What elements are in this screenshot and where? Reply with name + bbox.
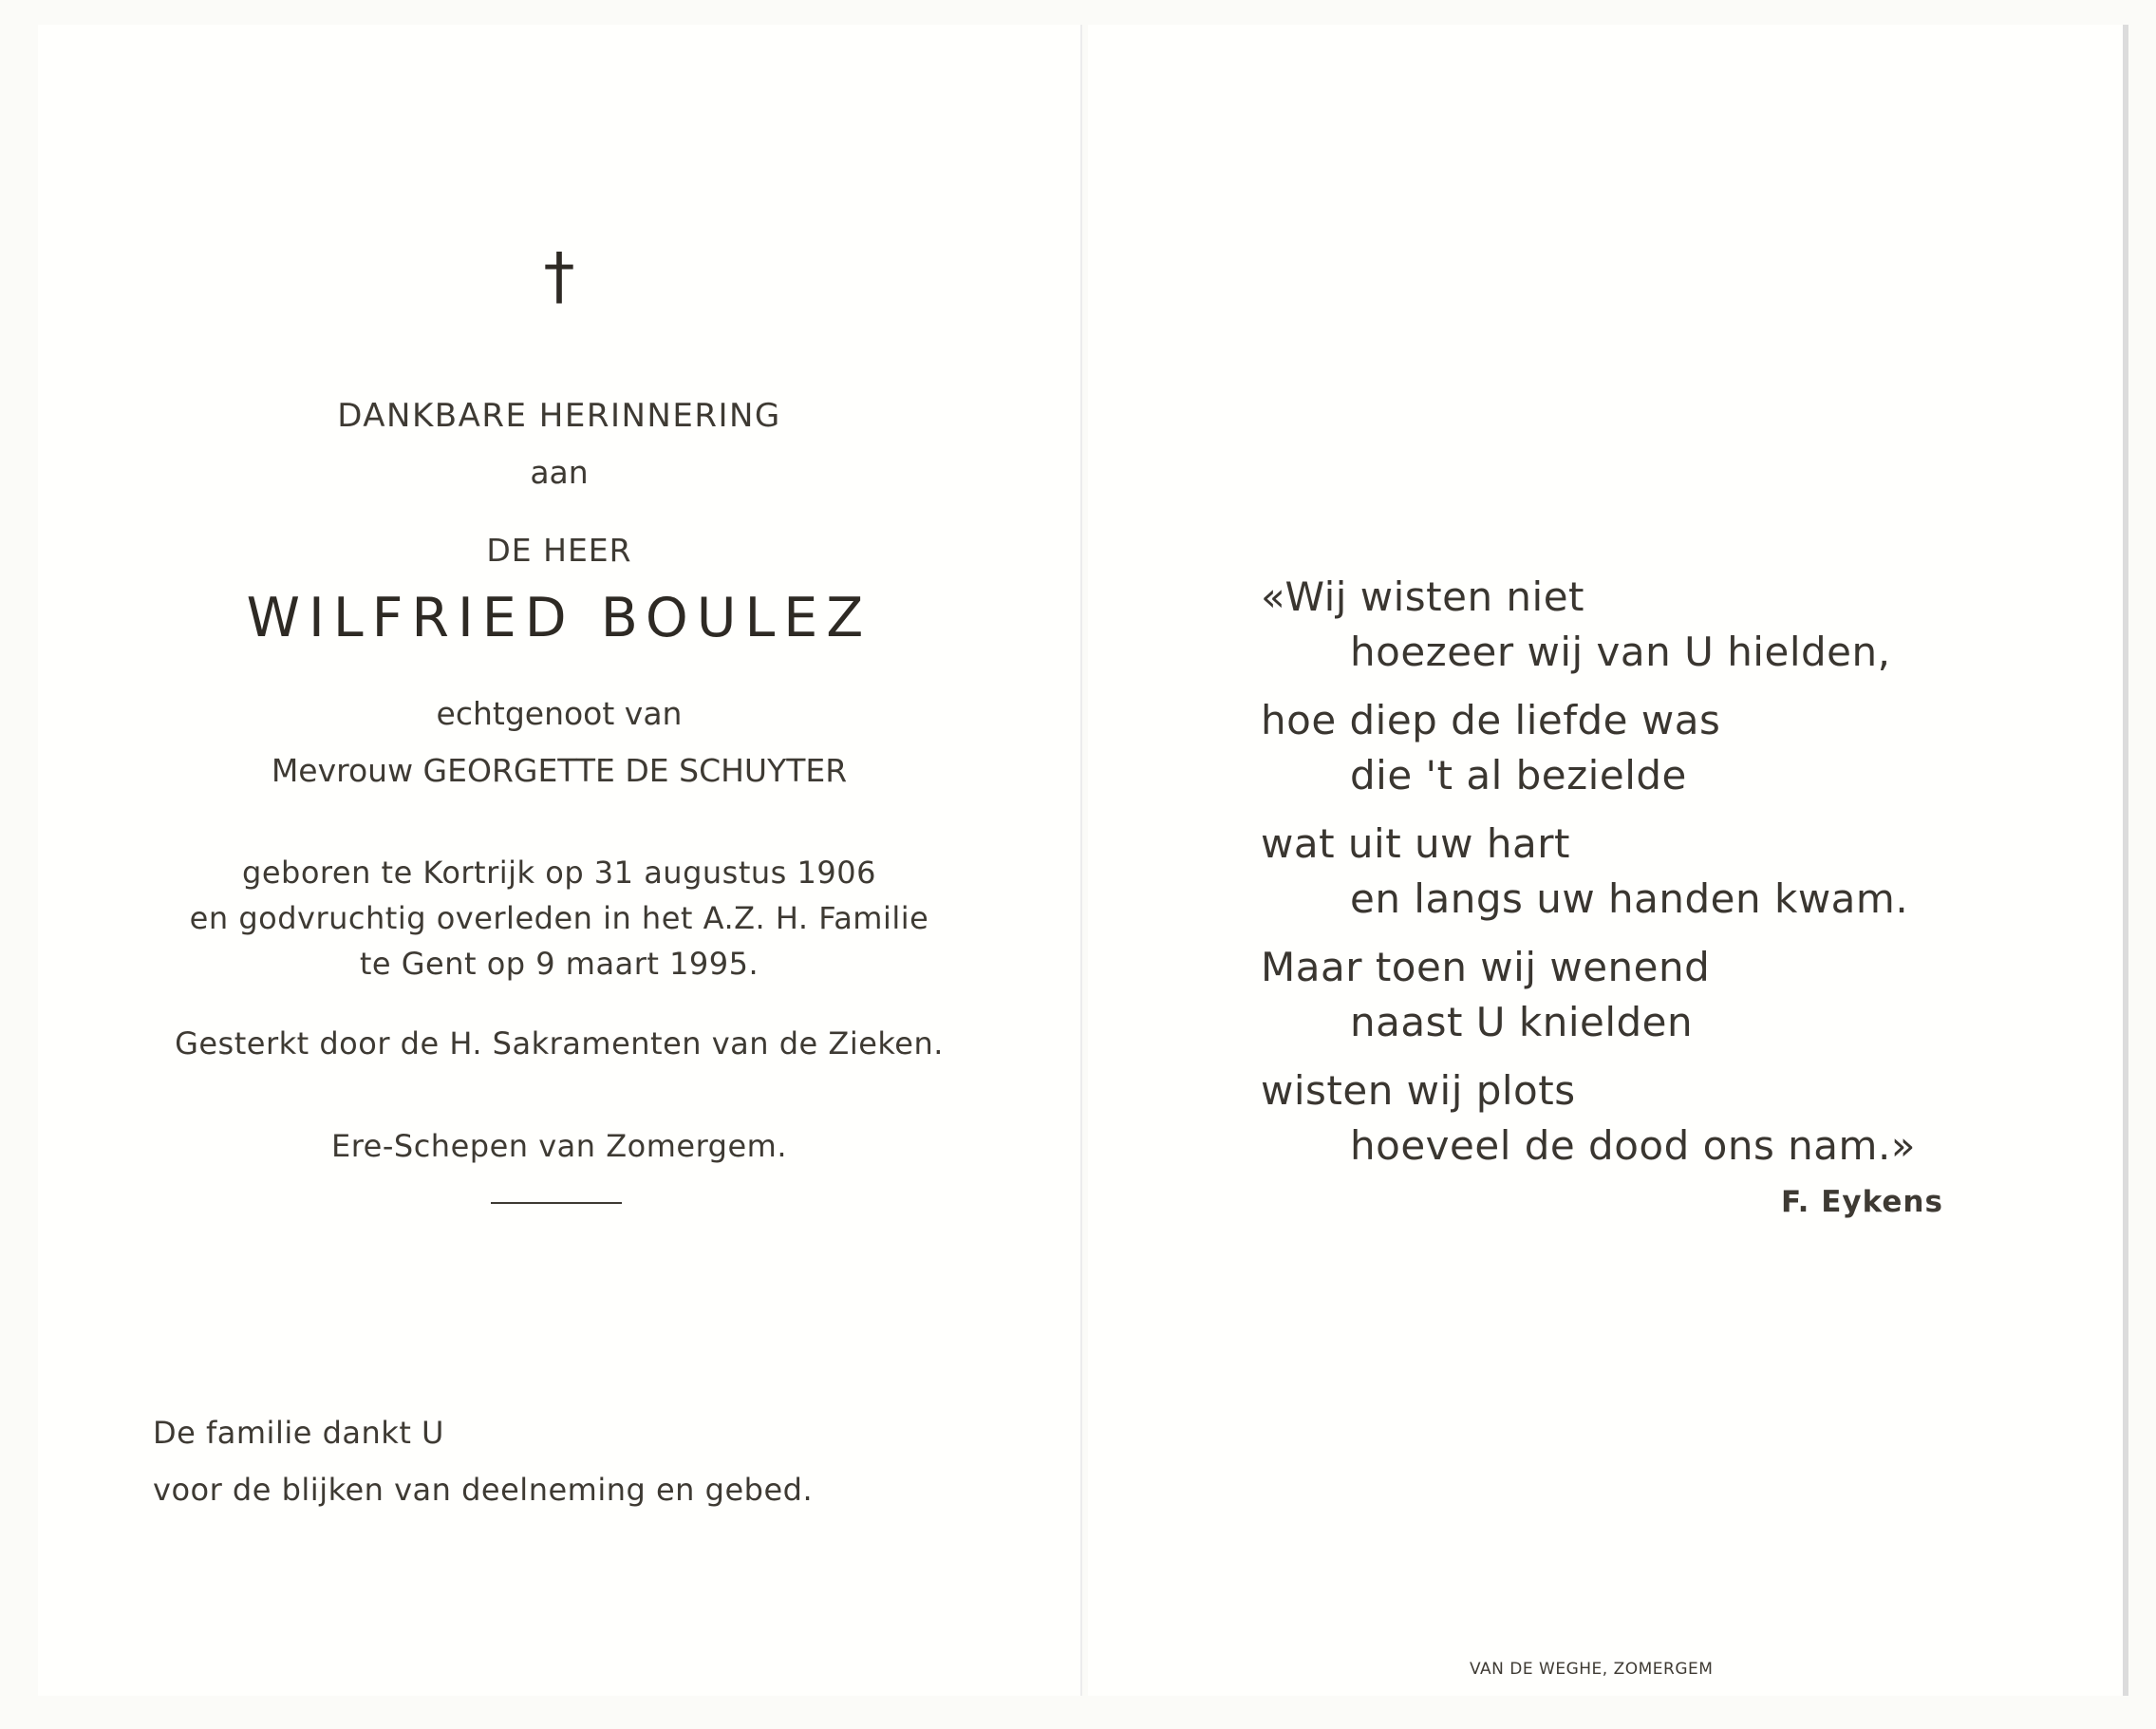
poem-line: naast U knielden xyxy=(1350,999,1694,1045)
thanks-line-2: voor de blijken van deelneming en gebed. xyxy=(153,1472,814,1508)
poem-line: die 't al bezielde xyxy=(1350,752,1687,799)
dedication-word: aan xyxy=(530,454,589,491)
death-place-line: te Gent op 9 maart 1995. xyxy=(359,946,759,982)
deceased-name: WILFRIED BOULEZ xyxy=(246,587,872,649)
poem-line: wisten wij plots xyxy=(1261,1067,1576,1114)
printer-imprint: VAN DE WEGHE, ZOMERGEM xyxy=(1470,1660,1714,1679)
death-line: en godvruchtig overleden in het A.Z. H. Familie xyxy=(189,900,929,936)
poem-line: wat uit uw hart xyxy=(1261,820,1570,867)
poem-line: hoezeer wij van U hielden, xyxy=(1350,629,1891,675)
thanks-line-1: De familie dankt U xyxy=(153,1415,444,1451)
memorial-card-front xyxy=(38,25,1082,1696)
birth-line: geboren te Kortrijk op 31 augustus 1906 xyxy=(242,855,876,891)
honorific-title: DE HEER xyxy=(486,532,632,569)
poem-line: en langs uw handen kwam. xyxy=(1350,875,1909,922)
memorial-card-back xyxy=(1088,25,2128,1696)
cross-icon: † xyxy=(543,239,575,312)
poem-line: hoeveel de dood ons nam.» xyxy=(1350,1122,1916,1169)
poem-line: hoe diep de liefde was xyxy=(1261,697,1721,743)
memorial-heading: DANKBARE HERINNERING xyxy=(337,397,781,435)
sacraments-line: Gesterkt door de H. Sakramenten van de Zieken. xyxy=(175,1025,944,1062)
poem-author: F. Eykens xyxy=(1781,1185,1943,1219)
spouse-relation: echtgenoot van xyxy=(436,695,683,732)
office-line: Ere-Schepen van Zomergem. xyxy=(330,1128,788,1164)
poem-line: «Wij wisten niet xyxy=(1261,573,1585,620)
divider-rule xyxy=(491,1202,622,1204)
spouse-name: Mevrouw GEORGETTE DE SCHUYTER xyxy=(271,752,848,789)
poem-line: Maar toen wij wenend xyxy=(1261,944,1711,990)
